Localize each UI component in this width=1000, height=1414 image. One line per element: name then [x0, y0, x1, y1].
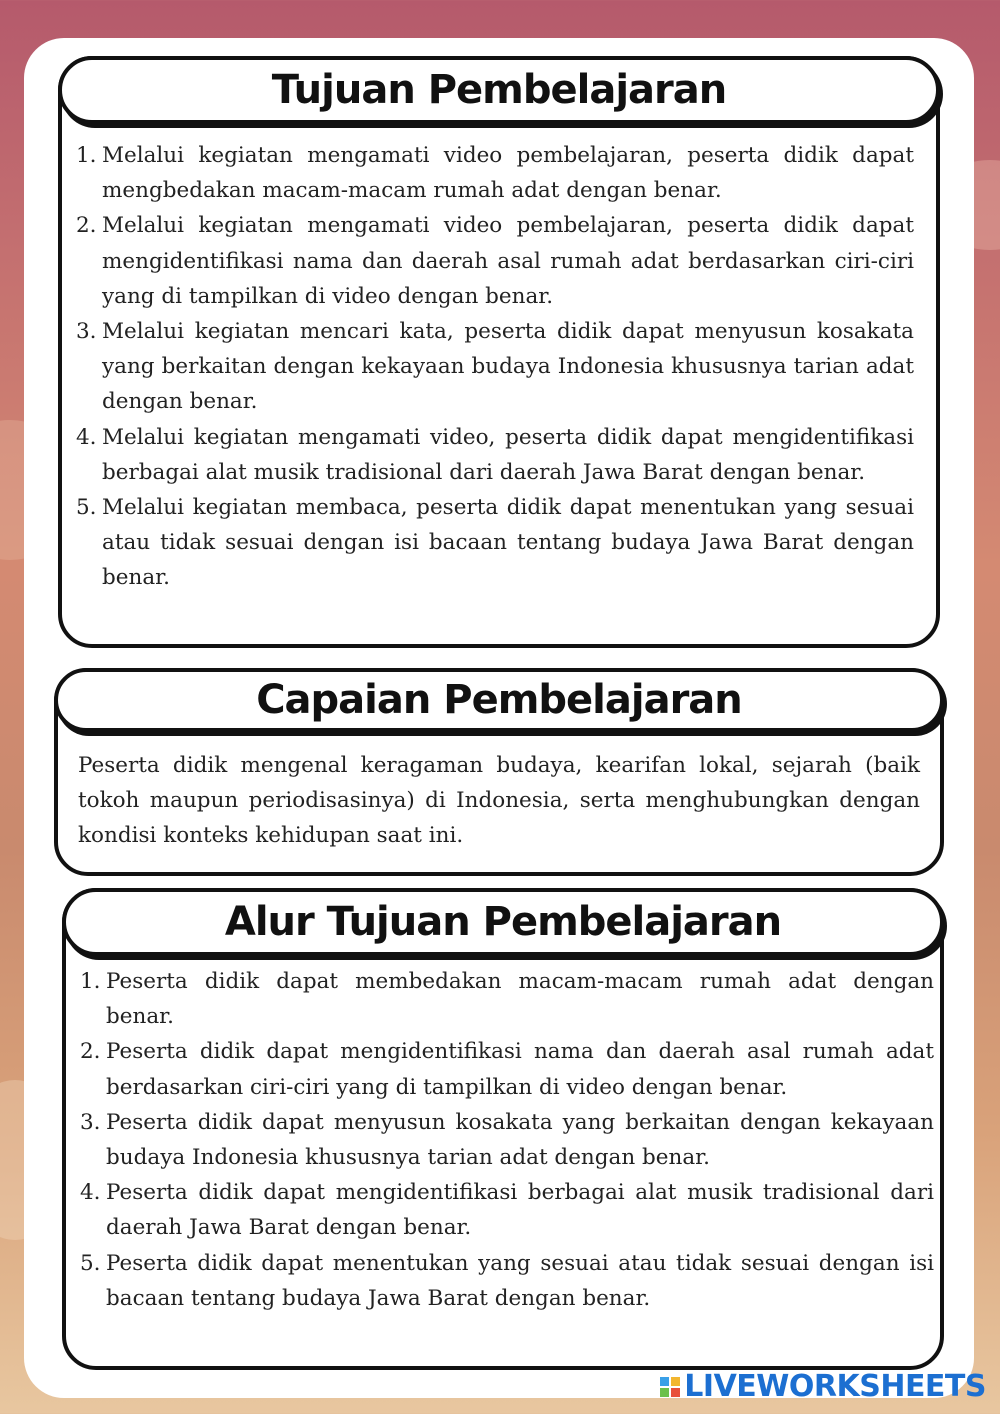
alur-title: Alur Tujuan Pembelajaran [62, 888, 944, 956]
alur-list [82, 964, 934, 1316]
list-item: 4. Melalui kegiatan mengamati video, peserta didik dapat mengidentifikasi berbagai alat musik tradisional dari daerah Jawa Barat dengan benar. [76, 424, 914, 485]
list-item: 3. Melalui kegiatan mencari kata, peserta didik dapat menyusun kosakata yang berkaitan dengan kekayaan budaya Indonesia khususnya tarian adat dengan benar. [76, 319, 914, 415]
capaian-card [54, 668, 944, 876]
list-item: 5. Melalui kegiatan membaca, peserta didik dapat menentukan yang sesuai atau tidak sesuai dengan isi bacaan tentang budaya Jawa Barat dengan benar. [76, 495, 914, 591]
capaian-text: Peserta didik mengenal keragaman budaya, kearifan lokal, sejarah (baik tokoh maupun periodisasinya) di Indonesia, serta menghubungkan dengan kondisi konteks kehidupan saat ini. [78, 753, 920, 849]
list-item: 3. Peserta didik dapat menyusun kosakata yang berkaitan dengan kekayaan budaya Indonesia khususnya tarian adat dengan benar. [80, 1109, 934, 1171]
tujuan-title: Tujuan Pembelajaran [58, 56, 940, 124]
list-item: 2. Peserta didik dapat mengidentifikasi nama dan daerah asal rumah adat berdasarkan ciri-ciri yang di tampilkan di video dengan benar. [80, 1039, 934, 1100]
list-item: 1. Melalui kegiatan mengamati video pembelajaran, peserta didik dapat mengbedakan macam-macam rumah adat dengan benar. [76, 143, 914, 204]
liveworksheets-icon [660, 1377, 680, 1397]
worksheet-page [24, 38, 974, 1398]
list-item: 2. Melalui kegiatan mengamati video pembelajaran, peserta didik dapat mengidentifikasi nama dan daerah asal rumah adat berdasarkan ciri-ciri yang di tampilkan di video dengan benar. [76, 213, 914, 309]
alur-card [62, 888, 944, 1370]
tujuan-list [78, 138, 914, 596]
list-item: 5. Peserta didik dapat menentukan yang sesuai atau tidak sesuai dengan isi bacaan tentang budaya Jawa Barat dengan benar. [80, 1250, 934, 1311]
brand-label: LIVEWORKSHEETS [684, 1369, 986, 1404]
tujuan-card [58, 56, 940, 648]
list-item: 1. Peserta didik dapat membedakan macam-macam rumah adat dengan benar. [80, 969, 934, 1030]
capaian-title: Capaian Pembelajaran [54, 668, 944, 732]
liveworksheets-logo[interactable] [660, 1369, 986, 1404]
list-item: 4. Peserta didik dapat mengidentifikasi berbagai alat musik tradisional dari daerah Jawa Barat dengan benar. [80, 1180, 934, 1241]
